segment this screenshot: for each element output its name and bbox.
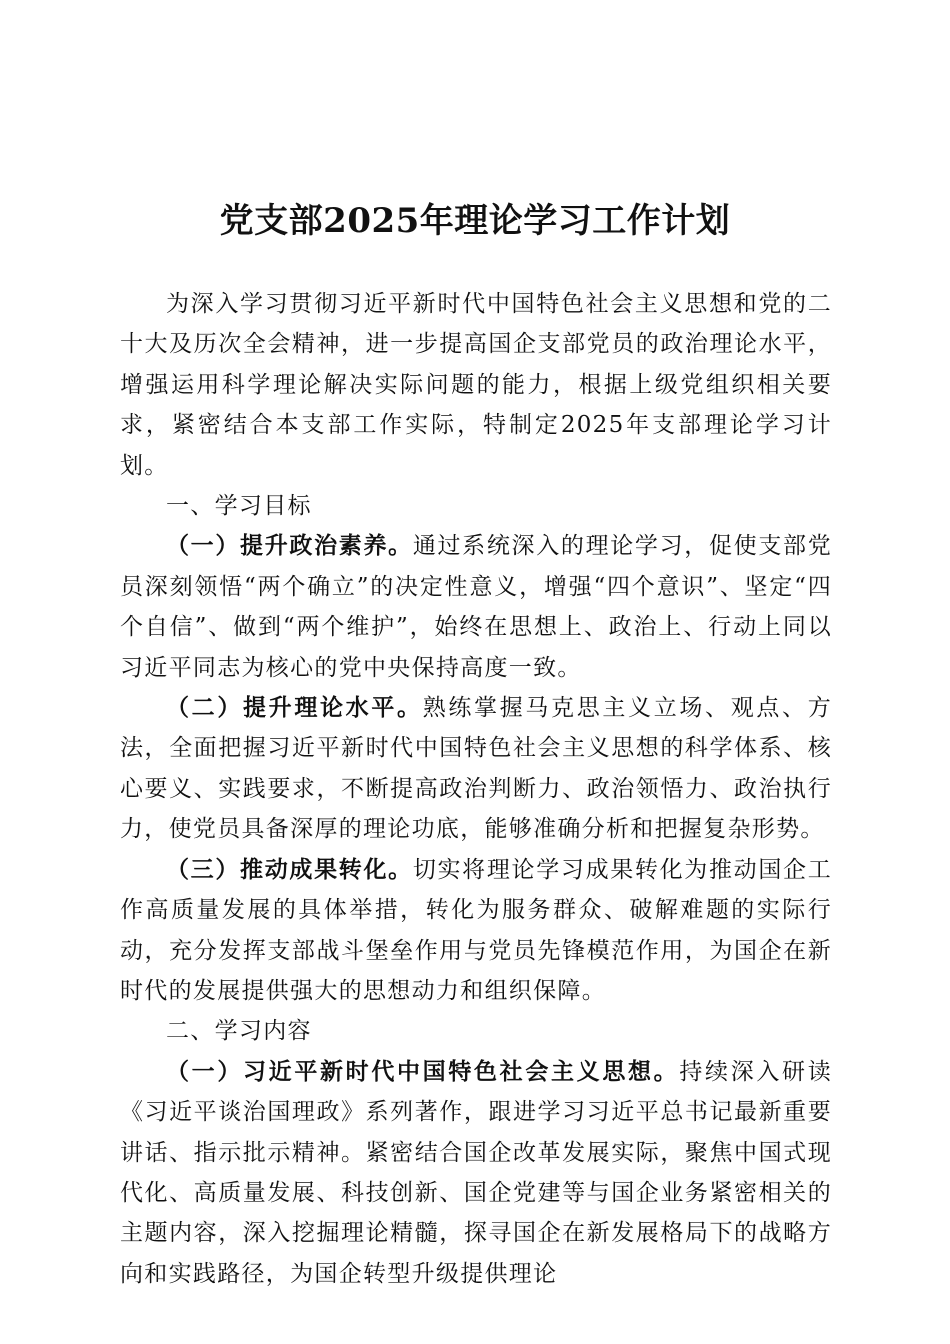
goal-3-text: 切实将理论学习成果转化为推动国企工作高质量发展的具体举措，转化为服务群众、破解难题的实际行动，充分发挥支部战斗堡垒作用与党员先锋模范作用，为国企在新时代的发展提供强大的思想动力和组织保障。	[120, 856, 832, 1004]
goal-paragraph-3	[120, 850, 832, 1012]
document-title: 党支部2025年理论学习工作计划	[219, 201, 731, 241]
content-1-lead: （一）习近平新时代中国特色社会主义思想。	[166, 1057, 680, 1085]
goal-1-lead: （一）提升政治素养。	[166, 532, 413, 560]
goal-paragraph-1	[120, 526, 832, 688]
document-body	[120, 284, 832, 1294]
intro-paragraph: 为深入学习贯彻习近平新时代中国特色社会主义思想和党的二十大及历次全会精神，进一步提高国企支部党员的政治理论水平，增强运用科学理论解决实际问题的能力，根据上级党组织相关要求，紧密结合本支部工作实际，特制定2025年支部理论学习计划。	[120, 291, 832, 479]
content-paragraph-1	[120, 1052, 832, 1294]
section-heading-goals: 一、学习目标	[166, 493, 312, 520]
goal-1-text: 通过系统深入的理论学习，促使支部党员深刻领悟“两个确立”的决定性意义，增强“四个意识”、坚定“四个自信”、做到“两个维护”，始终在思想上、政治上、行动上同以习近平同志为核心的党中央保持高度一致。	[120, 533, 832, 681]
content-1-text: 持续深入研读《习近平谈治国理政》系列著作，跟进学习习近平总书记最新重要讲话、指示批示精神。紧密结合国企改革发展实际，聚焦中国式现代化、高质量发展、科技创新、国企党建等与国企业务紧密相关的主题内容，深入挖掘理论精髓，探寻国企在新发展格局下的战略方向和实践路径，为国企转型升级提供理论	[120, 1058, 832, 1287]
section-heading-content: 二、学习内容	[166, 1018, 312, 1045]
goal-3-lead: （三）推动成果转化。	[166, 855, 413, 883]
goal-2-text: 熟练掌握马克思主义立场、观点、方法，全面把握习近平新时代中国特色社会主义思想的科学体系、核心要义、实践要求，不断提高政治判断力、政治领悟力、政治执行力，使党员具备深厚的理论功底，能够准确分析和把握复杂形势。	[120, 695, 832, 843]
goal-paragraph-2	[120, 688, 832, 850]
goal-2-lead: （二）提升理论水平。	[166, 694, 423, 722]
